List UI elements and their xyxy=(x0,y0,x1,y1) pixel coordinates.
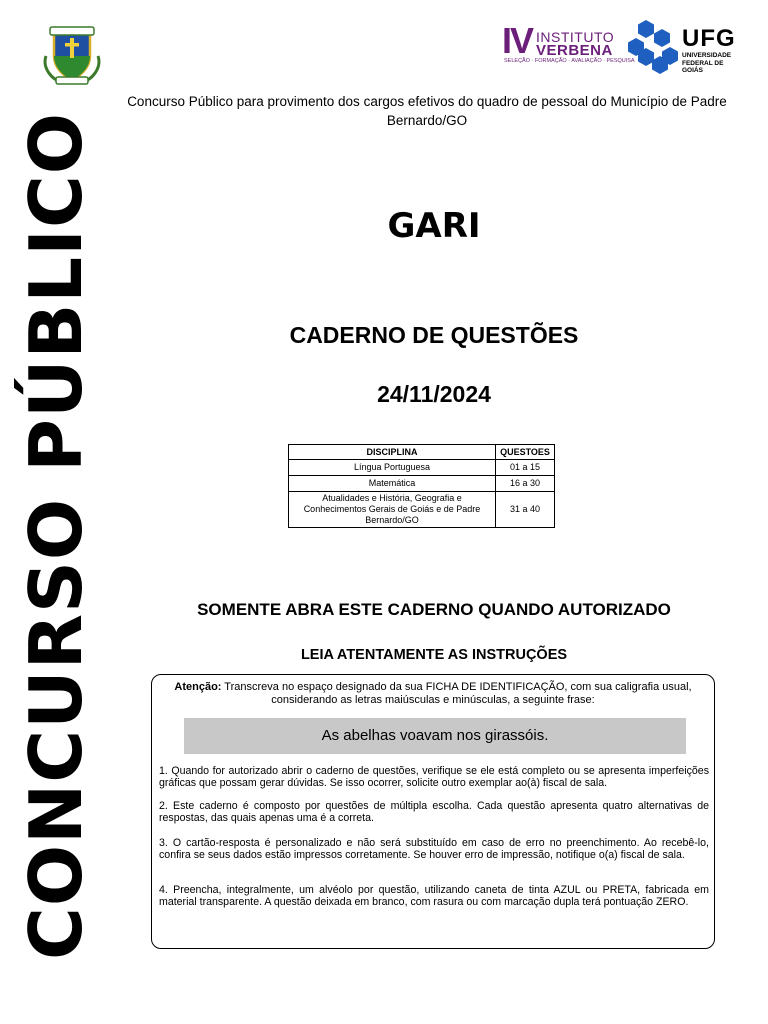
instructions-box xyxy=(151,674,715,949)
instruction-item: 2. Este caderno é composto por questões de múltipla escolha. Cada questão apresenta quatro alternativas de respostas, das quais apenas uma é a correta. xyxy=(159,800,709,824)
transcription-phrase: As abelhas voavam nos girassóis. xyxy=(184,718,686,754)
cargo-title: GARI xyxy=(387,206,481,246)
warning-heading: SOMENTE ABRA ESTE CADERNO QUANDO AUTORIZADO xyxy=(197,600,671,619)
table-cell-disciplina: Atualidades e História, Geografia e Conhecimentos Gerais de Goiás e de Padre Bernardo/GO xyxy=(289,492,496,528)
table-row xyxy=(289,460,555,476)
instructions-heading: LEIA ATENTAMENTE AS INSTRUÇÕES xyxy=(300,647,568,663)
table-row xyxy=(289,492,555,528)
vertical-title: CONCURSO PÚBLICO xyxy=(14,111,98,960)
ufg-hexagon-icon xyxy=(626,18,680,74)
instruction-item: 3. O cartão-resposta é personalizado e não será substituído em caso de erro no preenchimento. Ao recebê-lo, confira se seus dados estão impressos corretamente. Se houver erro de impressão, notifique o(a) fiscal de sala. xyxy=(159,837,709,861)
table-header-row xyxy=(289,445,555,460)
iv-line1: INSTITUTO xyxy=(536,29,615,45)
instituto-verbena-logo xyxy=(502,20,635,66)
table-cell-disciplina: Matemática xyxy=(289,476,496,492)
table-cell-questoes: 01 a 15 xyxy=(496,460,555,476)
iv-numeral: IV xyxy=(502,20,533,61)
atencao-paragraph xyxy=(172,681,694,707)
ufg-name: UFG xyxy=(682,25,736,52)
ufg-subtitle-2: FEDERAL DE GOIÁS xyxy=(682,60,724,74)
table-cell-disciplina: Língua Portuguesa xyxy=(289,460,496,476)
exam-date: 24/11/2024 xyxy=(377,381,491,407)
table-header-questoes: QUESTOES xyxy=(496,445,555,460)
municipal-crest-icon xyxy=(40,22,104,86)
table-row xyxy=(289,476,555,492)
atencao-label: Atenção: xyxy=(174,681,222,693)
table-header-disciplina: DISCIPLINA xyxy=(289,445,496,460)
instruction-item: 4. Preencha, integralmente, um alvéolo por questão, utilizando caneta de tinta AZUL ou PRETA, fabricada em material transparente. A questão deixada em branco, com rasura ou com marcação dupla terá pontuação ZERO. xyxy=(159,884,709,908)
header-text: Concurso Público para provimento dos cargos efetivos do quadro de pessoal do Município de Padre Bernardo/GO xyxy=(127,94,727,128)
table-cell-questoes: 16 a 30 xyxy=(496,476,555,492)
table-cell-questoes: 31 a 40 xyxy=(496,492,555,528)
caderno-title: CADERNO DE QUESTÕES xyxy=(289,322,579,348)
atencao-text: Transcreva no espaço designado da sua FICHA DE IDENTIFICAÇÃO, com sua caligrafia usual, considerando as letras maiúsculas e minúsculas, a seguinte frase: xyxy=(221,681,692,706)
iv-line2: VERBENA xyxy=(536,42,613,59)
ufg-subtitle-1: UNIVERSIDADE xyxy=(682,52,732,59)
instruction-item: 1. Quando for autorizado abrir o caderno de questões, verifique se ele está completo ou se apresenta imperfeições gráficas que possam gerar dúvidas. Se isso ocorrer, solicite outro exemplar ao(à) fiscal de sala. xyxy=(159,765,709,789)
iv-subtitle: SELEÇÃO · FORMAÇÃO · AVALIAÇÃO · PESQUISA xyxy=(504,58,635,64)
disciplines-table xyxy=(288,444,555,528)
ufg-logo xyxy=(626,18,744,74)
